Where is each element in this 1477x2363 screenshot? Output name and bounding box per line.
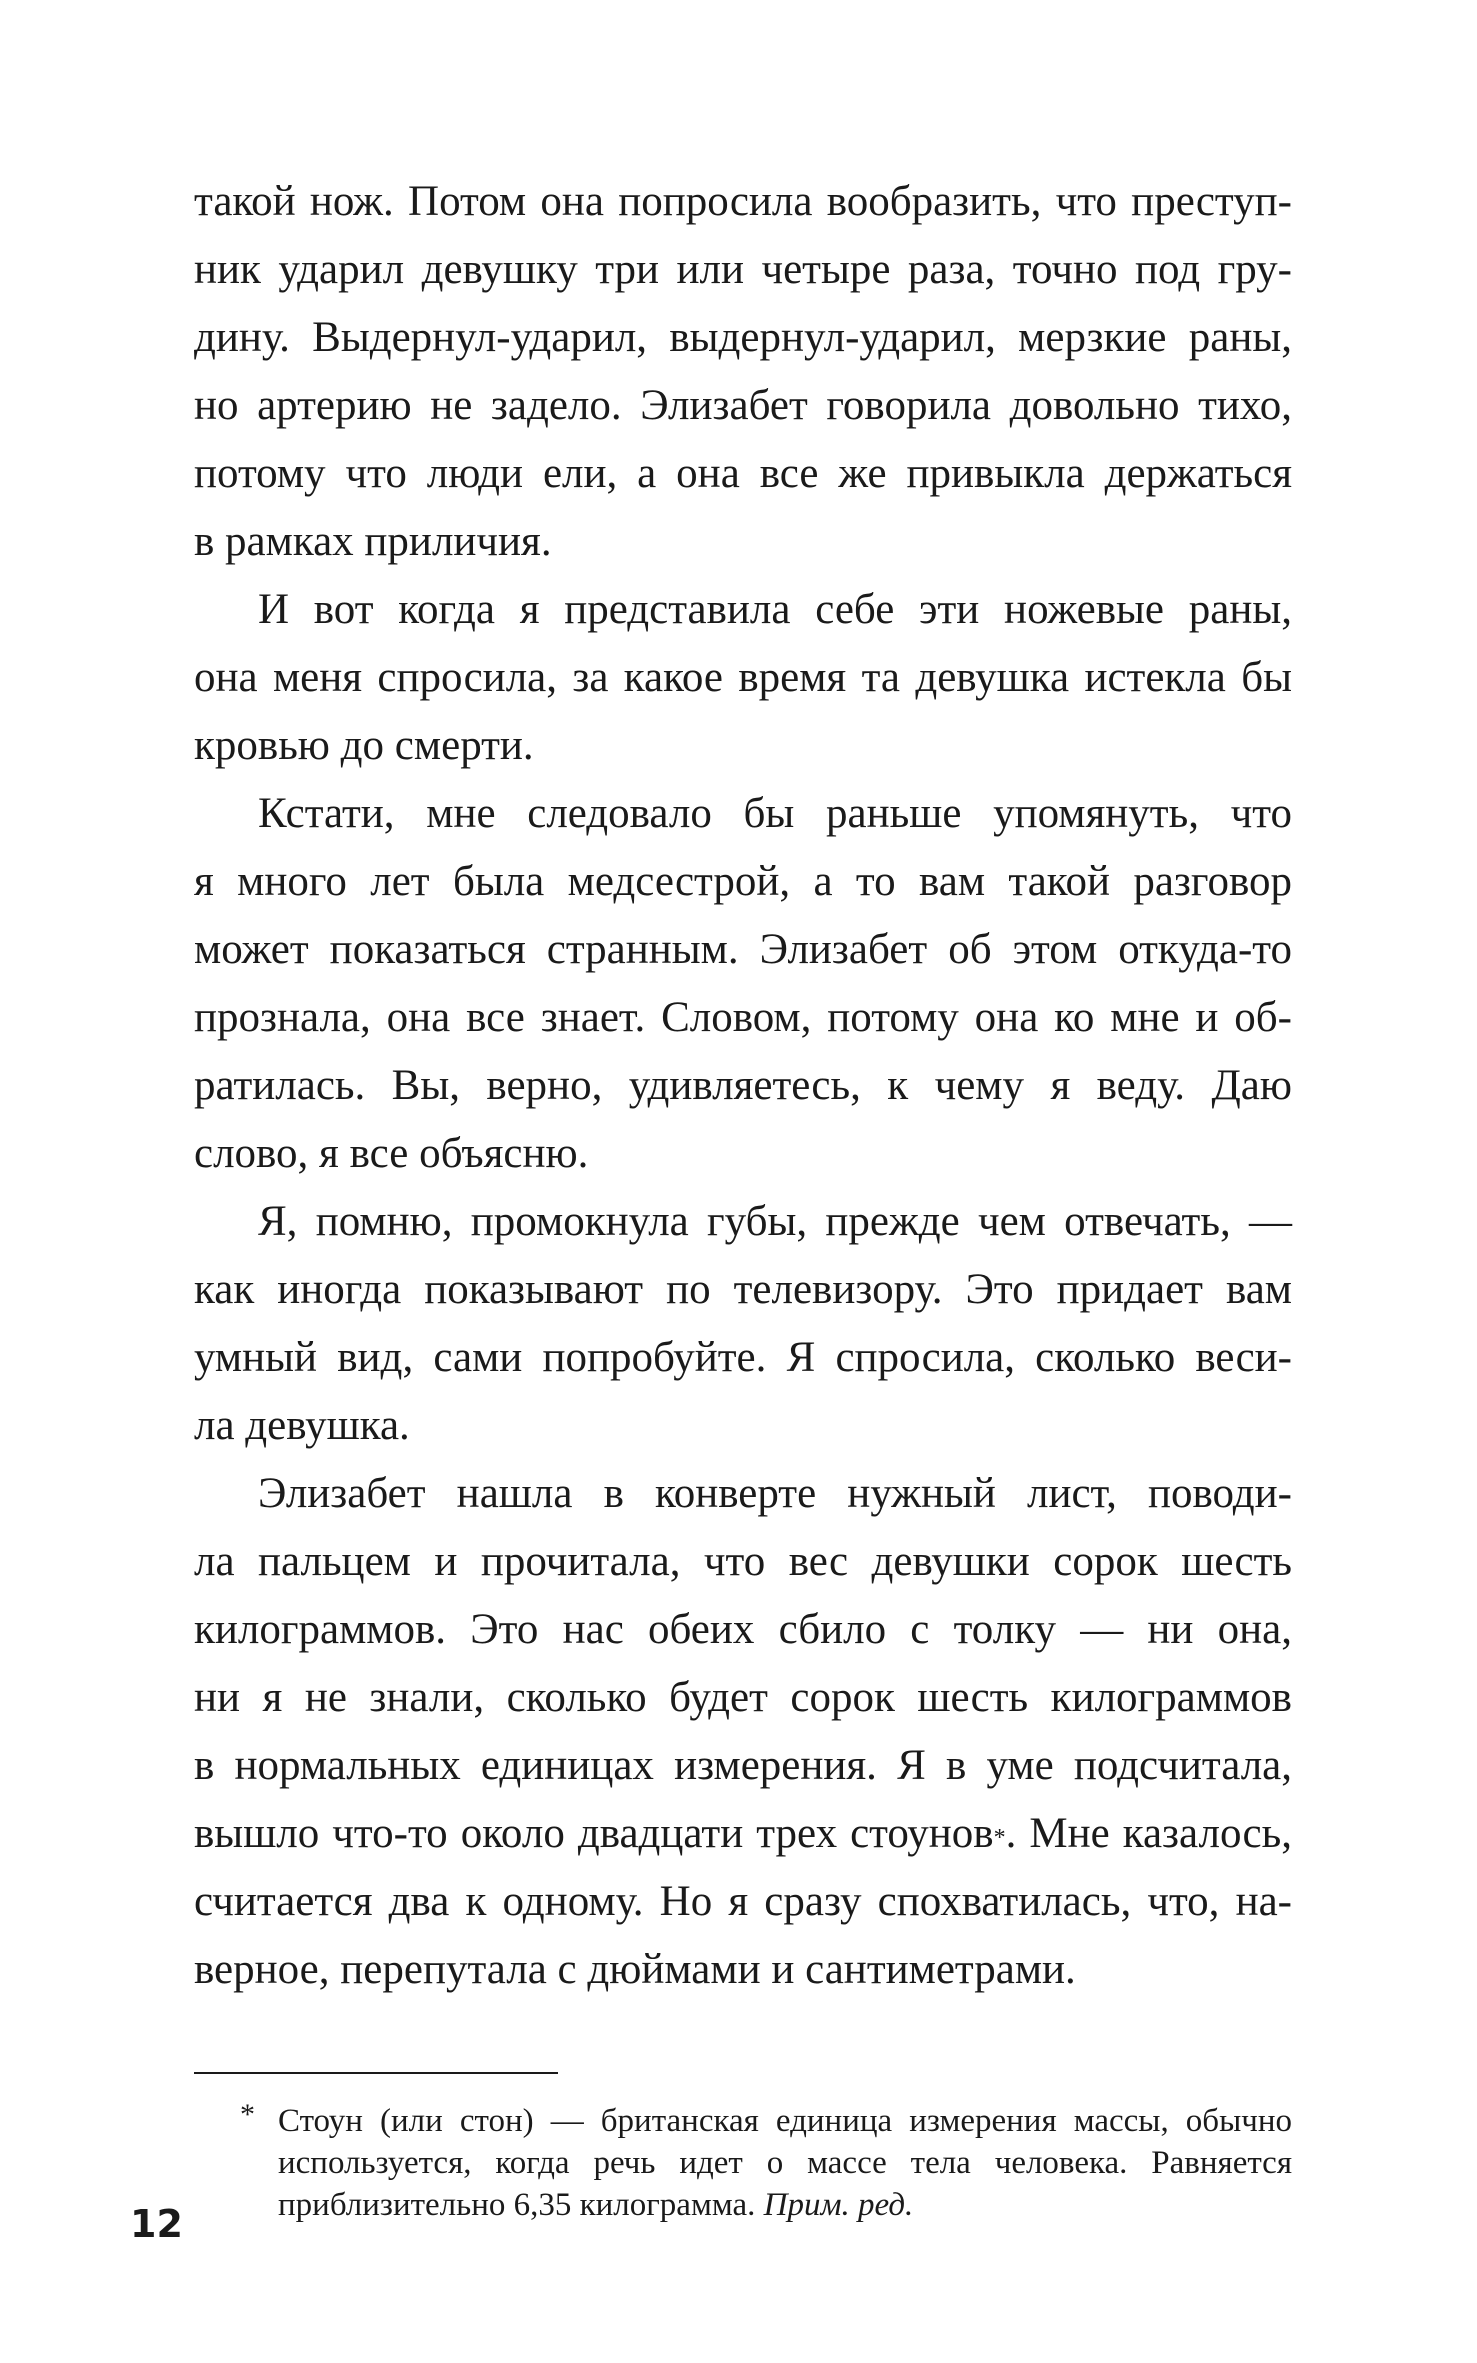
- text-line: Элизабет нашла в конверте нужный лист, поводи-: [258, 1470, 1292, 1517]
- text-line: как иногда показывают по телевизору. Это придает вам: [194, 1266, 1292, 1313]
- footnote-line: Стоун (или стон) — британская единица измерения массы, обычно: [278, 2103, 1292, 2139]
- page-number: 12: [130, 2202, 183, 2246]
- text-line: ратилась. Вы, верно, удивляетесь, к чему я веду. Даю: [194, 1062, 1292, 1109]
- text-line: слово, я все объясню.: [194, 1130, 589, 1177]
- editor-note: Прим. ред.: [763, 2187, 914, 2223]
- text-line-with-footnote-ref: [194, 1800, 1292, 1868]
- footnote-divider: [194, 2072, 558, 2074]
- footnote-text: приблизительно 6,35 килограмма.: [278, 2187, 764, 2223]
- text-line: потому что люди ели, а она все же привыкла держаться: [194, 450, 1292, 497]
- text-line: И вот когда я представила себе эти ножевые раны,: [258, 586, 1292, 633]
- text-line: может показаться странным. Элизабет об этом откуда-то: [194, 926, 1292, 973]
- text-line: прознала, она все знает. Словом, потому она ко мне и об-: [194, 994, 1292, 1041]
- text-line: ла пальцем и прочитала, что вес девушки сорок шесть: [194, 1538, 1292, 1585]
- text-line: Кстати, мне следовало бы раньше упомянуть, что: [258, 790, 1292, 837]
- text-line: ла девушка.: [194, 1402, 410, 1449]
- footnote-line: [244, 2184, 1292, 2226]
- text-line: умный вид, сами попробуйте. Я спросила, сколько веси-: [194, 1334, 1292, 1381]
- text-line: ник ударил девушку три или четыре раза, точно под гру-: [194, 246, 1292, 293]
- text-line: считается два к одному. Но я сразу спохватилась, что, на-: [194, 1878, 1292, 1925]
- text-line: ни я не знали, сколько будет сорок шесть килограммов: [194, 1674, 1292, 1721]
- text-line: она меня спросила, за какое время та девушка истекла бы: [194, 654, 1292, 701]
- footnote-line: используется, когда речь идет о массе тела человека. Равняется: [278, 2145, 1292, 2181]
- text-line: верное, перепутала с дюймами и сантиметрами.: [194, 1946, 1076, 1993]
- footnote: [240, 2098, 1292, 2226]
- text-line: я много лет была медсестрой, а то вам такой разговор: [194, 858, 1292, 905]
- text-line: но артерию не задело. Элизабет говорила довольно тихо,: [194, 382, 1292, 429]
- text-line: дину. Выдернул-ударил, выдернул-ударил, мерзкие раны,: [194, 314, 1292, 361]
- footnote-marker: *: [240, 2098, 255, 2131]
- text-line: кровью до смерти.: [194, 722, 534, 769]
- footnote-reference[interactable]: *: [993, 1825, 1006, 1851]
- main-text: [194, 168, 1292, 2004]
- text-line: в нормальных единицах измерения. Я в уме подсчитала,: [194, 1742, 1292, 1789]
- text-line: в рамках приличия.: [194, 518, 552, 565]
- text-line: такой нож. Потом она попросила вообразить, что преступ-: [194, 178, 1292, 225]
- text-segment: вышло что-то около двадцати трех стоунов: [194, 1810, 994, 1857]
- text-line: килограммов. Это нас обеих сбило с толку — ни она,: [194, 1606, 1292, 1653]
- text-line: Я, помню, промокнула губы, прежде чем отвечать, —: [258, 1198, 1292, 1245]
- text-segment: . Мне казалось,: [1005, 1810, 1292, 1857]
